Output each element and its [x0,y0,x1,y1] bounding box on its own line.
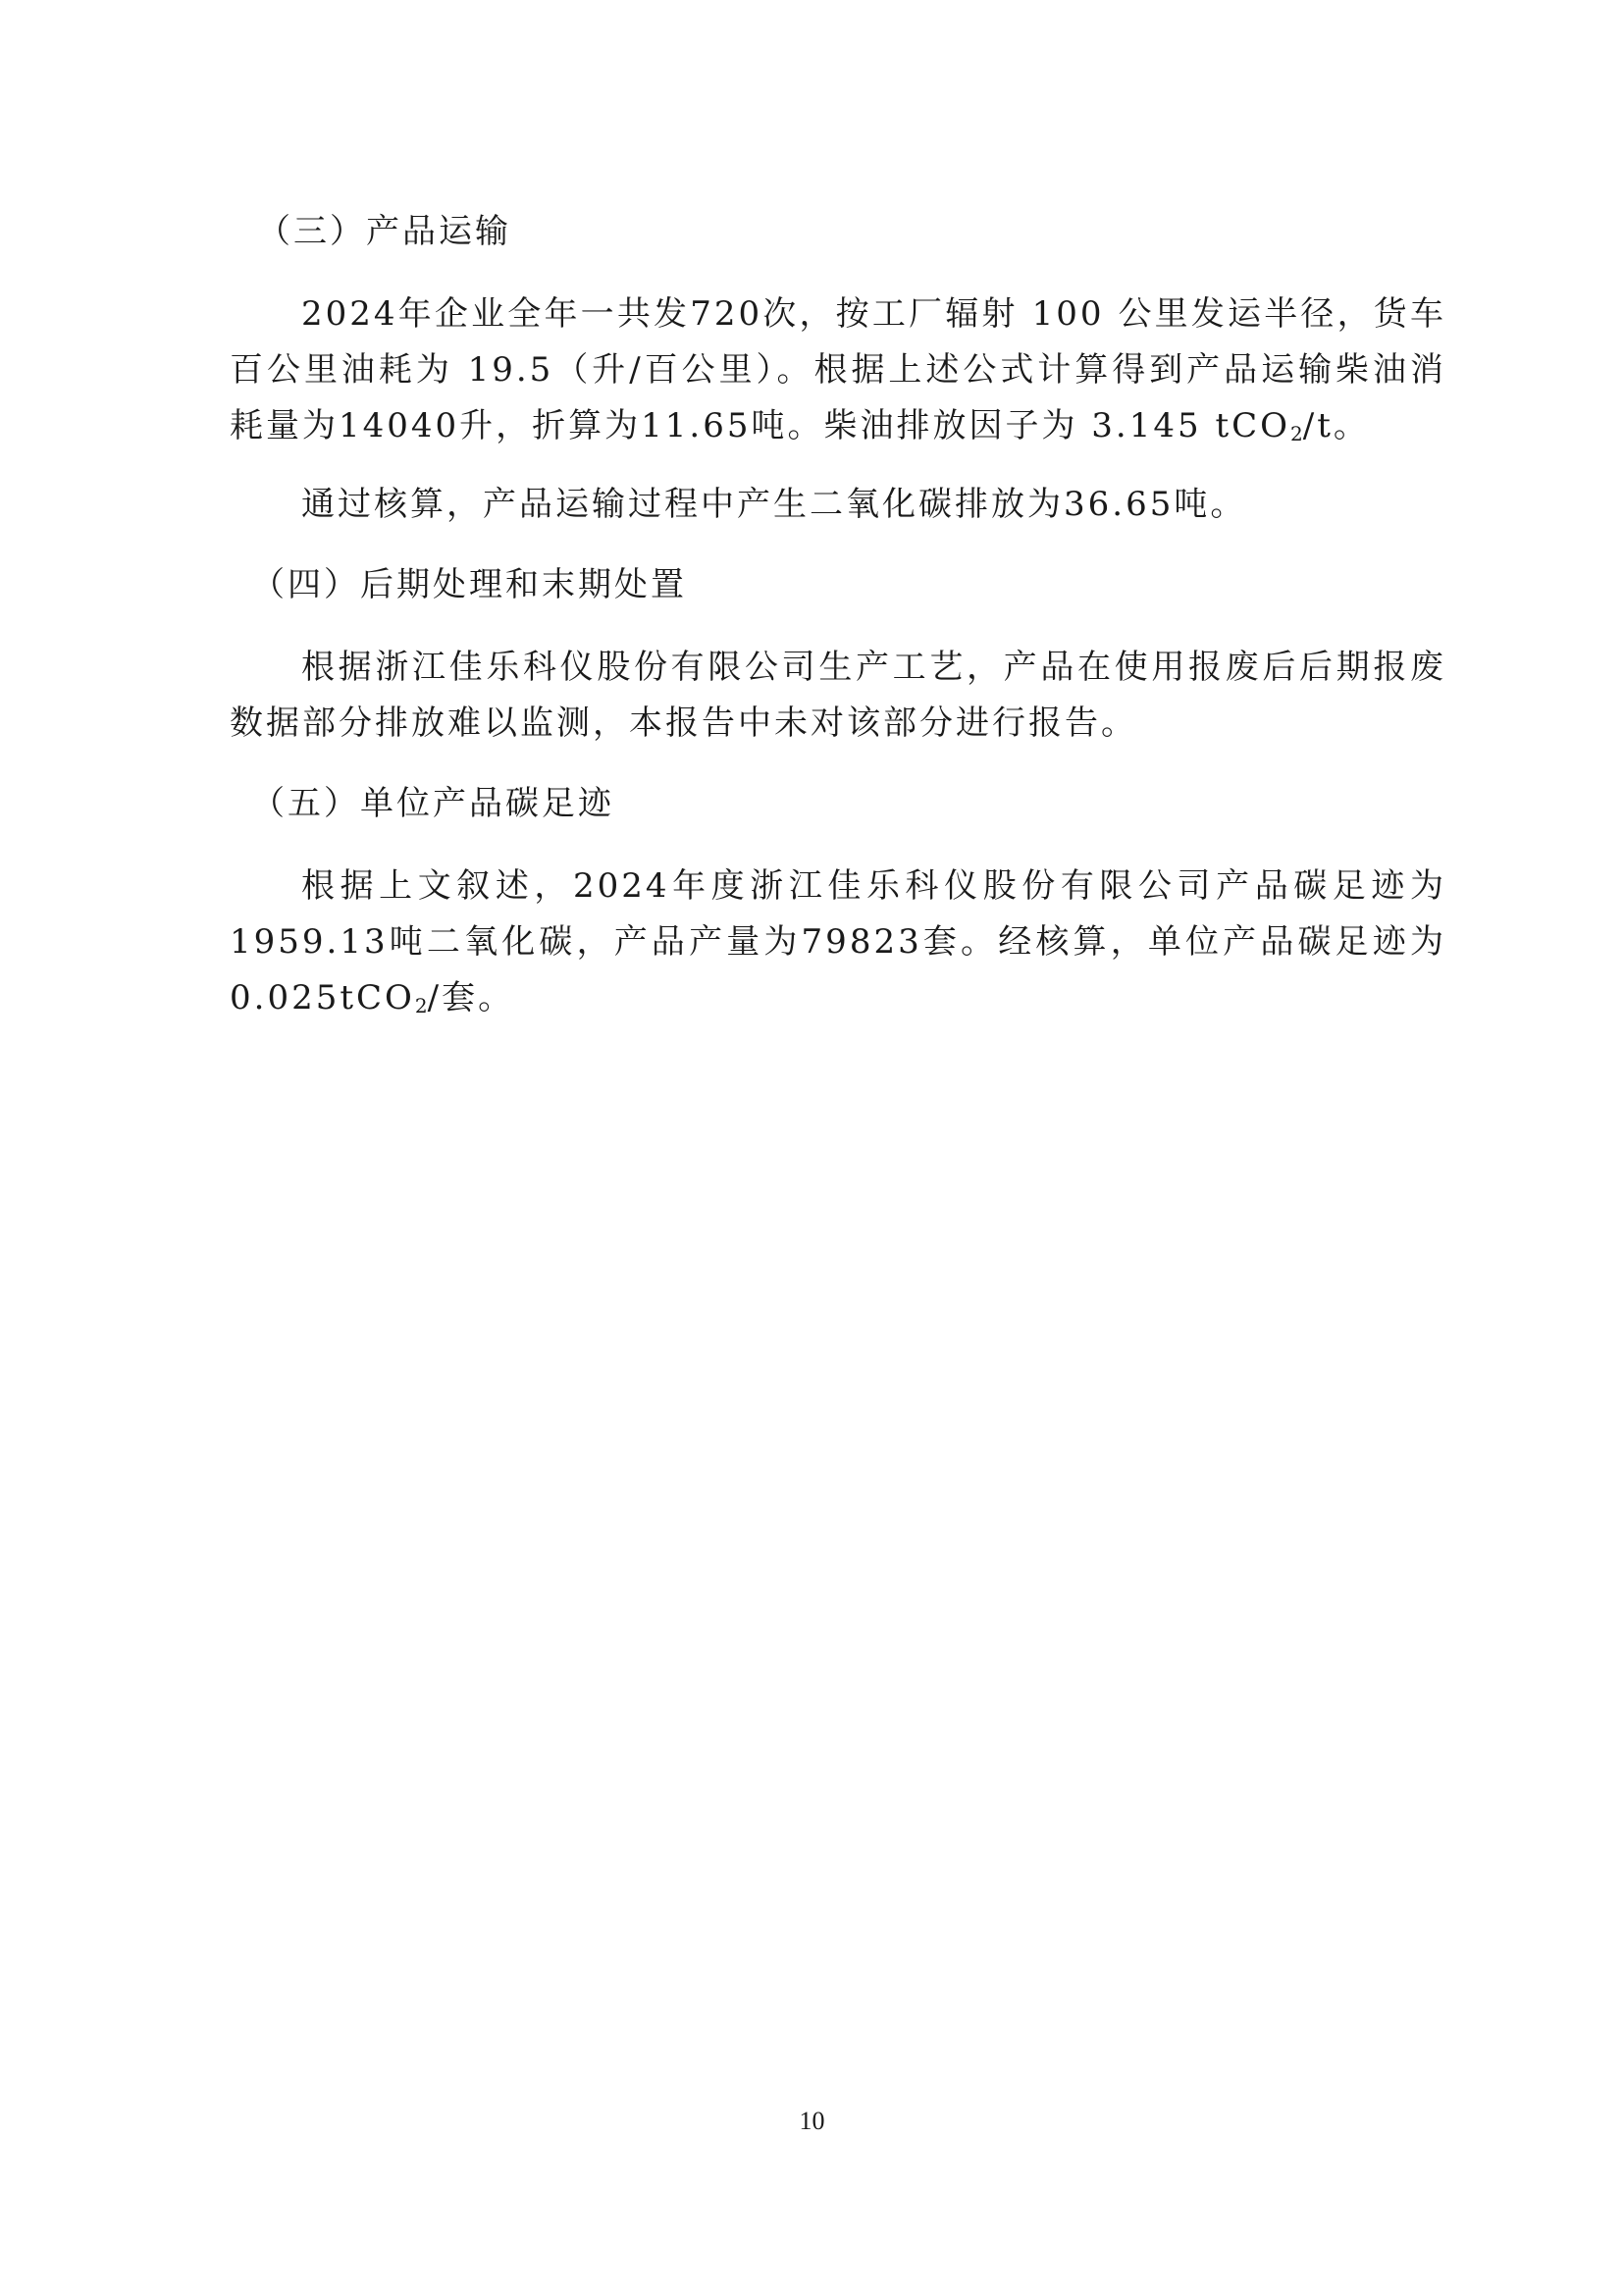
paragraph-transport-fuel-text: 2024年企业全年一共发720次，按工厂辐射 100 公里发运半径，货车百公里油耗为 19.5（升/百公里）。根据上述公式计算得到产品运输柴油消耗量为14040升，折算为11.65吨。柴油排放因子为 3.145 tCO [230,294,1446,445]
page-body [230,204,1446,1051]
paragraph-transport-fuel [230,287,1446,454]
paragraph-unit-footprint [230,859,1446,1026]
co2-subscript: 2 [414,994,428,1017]
section-heading-end-of-life: （四）后期处理和末期处置 [251,565,687,604]
paragraph-unit-footprint-unit: /套。 [427,978,515,1017]
page-number: 10 [799,2107,825,2135]
co2-subscript: 2 [1290,422,1303,445]
paragraph-transport-fuel-unit: /t。 [1302,406,1370,445]
paragraph-unit-footprint-text: 根据上文叙述，2024年度浙江佳乐科仪股份有限公司产品碳足迹为1959.13吨二氧化碳，产品产量为79823套。经核算，单位产品碳足迹为0.025tCO [230,866,1446,1017]
paragraph-end-of-life: 根据浙江佳乐科仪股份有限公司生产工艺，产品在使用报废后后期报废数据部分排放难以监测，本报告中未对该部分进行报告。 [230,648,1446,743]
section-heading-product-transport: （三）产品运输 [257,212,511,251]
paragraph-transport-emissions: 通过核算，产品运输过程中产生二氧化碳排放为36.65吨。 [301,485,1247,524]
section-heading-unit-footprint: （五）单位产品碳足迹 [251,784,614,823]
